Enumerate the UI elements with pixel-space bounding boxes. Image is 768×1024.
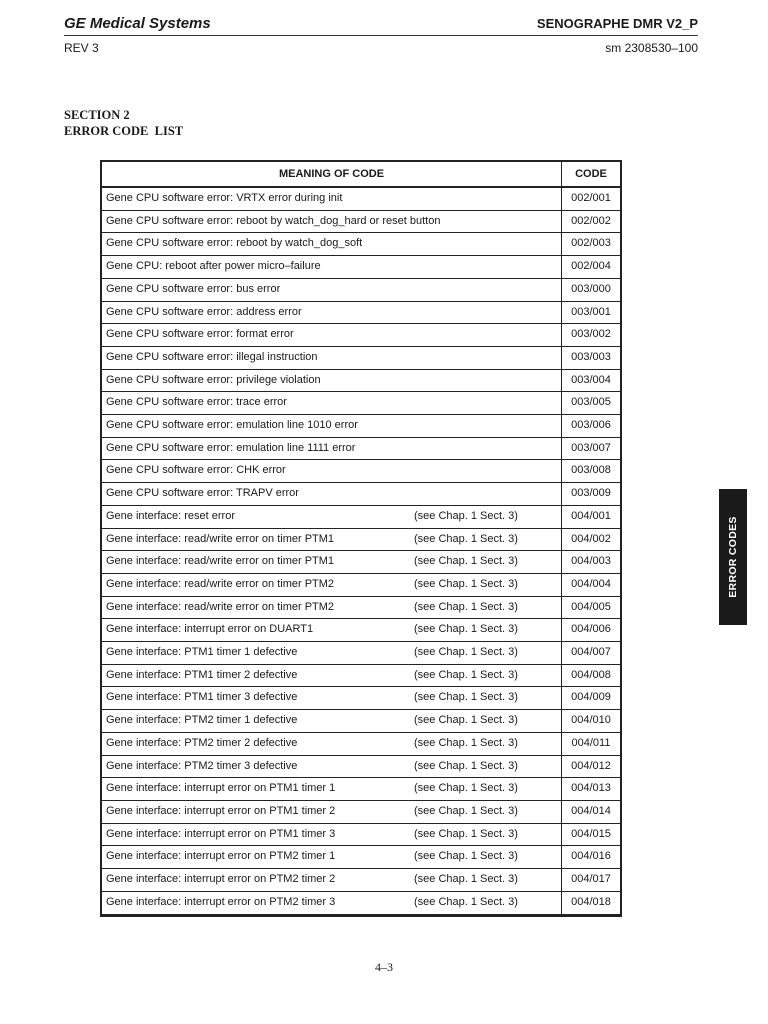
meaning-text: Gene CPU software error: VRTX error during init	[106, 192, 343, 204]
code-cell: 004/016	[562, 846, 621, 869]
meaning-cell	[102, 710, 562, 733]
code-cell: 004/010	[562, 710, 621, 733]
meaning-text: Gene interface: PTM2 timer 3 defective	[106, 759, 298, 772]
table-row	[102, 210, 620, 233]
meaning-text: Gene CPU software error: emulation line 1111 error	[106, 441, 356, 454]
meaning-text: Gene interface: interrupt error on DUART1	[106, 623, 314, 636]
table-row	[102, 278, 620, 301]
reference-text: (see Chap. 1 Sect. 3)	[414, 646, 518, 659]
meaning-cell	[102, 460, 562, 483]
code-cell: 003/007	[562, 437, 621, 460]
table-row	[102, 233, 620, 256]
table-row	[102, 891, 620, 914]
document-number: sm 2308530–100	[605, 41, 698, 55]
table-row	[102, 369, 620, 392]
code-cell: 004/004	[562, 573, 621, 596]
reference-text: (see Chap. 1 Sect. 3)	[414, 804, 518, 817]
meaning-text: Gene CPU software error: emulation line 1010 error	[106, 419, 358, 432]
code-cell: 002/001	[562, 187, 621, 210]
meaning-text: Gene interface: interrupt error on PTM1 timer 1	[106, 782, 336, 795]
meaning-text: Gene interface: interrupt error on PTM2 timer 2	[106, 873, 336, 886]
table-row	[102, 823, 620, 846]
table-row	[102, 778, 620, 801]
section-heading	[64, 107, 183, 139]
meaning-cell	[102, 256, 562, 279]
code-cell: 004/008	[562, 664, 621, 687]
code-cell: 003/003	[562, 346, 621, 369]
meaning-text: Gene CPU software error: reboot by watch_dog_hard or reset button	[106, 214, 441, 227]
meaning-text: Gene CPU software error: TRAPV error	[106, 487, 299, 500]
reference-text: (see Chap. 1 Sect. 3)	[414, 827, 518, 840]
meaning-cell	[102, 278, 562, 301]
meaning-cell	[102, 415, 562, 438]
code-cell: 003/005	[562, 392, 621, 415]
meaning-text: Gene interface: interrupt error on PTM2 timer 3	[106, 895, 336, 908]
error-code-table	[100, 160, 622, 917]
code-cell: 004/011	[562, 732, 621, 755]
table-row	[102, 551, 620, 574]
meaning-cell	[102, 846, 562, 869]
table-row	[102, 437, 620, 460]
table-row	[102, 687, 620, 710]
meaning-cell	[102, 392, 562, 415]
meaning-cell	[102, 505, 562, 528]
code-cell: 004/018	[562, 891, 621, 914]
reference-text: (see Chap. 1 Sect. 3)	[414, 623, 518, 636]
meaning-text: Gene CPU software error: bus error	[106, 282, 281, 295]
meaning-cell	[102, 800, 562, 823]
code-cell: 004/017	[562, 869, 621, 892]
meaning-cell	[102, 210, 562, 233]
page-number: 4–3	[375, 960, 393, 974]
table-row	[102, 505, 620, 528]
meaning-text: Gene interface: read/write error on timer PTM1	[106, 555, 335, 568]
code-cell: 002/002	[562, 210, 621, 233]
meaning-cell	[102, 778, 562, 801]
meaning-text: Gene CPU software error: CHK error	[106, 464, 286, 477]
reference-text: (see Chap. 1 Sect. 3)	[414, 895, 518, 908]
meaning-text: Gene interface: PTM1 timer 3 defective	[106, 691, 298, 704]
meaning-text: Gene interface: PTM1 timer 1 defective	[106, 646, 298, 659]
meaning-text: Gene interface: read/write error on timer PTM2	[106, 600, 335, 613]
reference-text: (see Chap. 1 Sect. 3)	[414, 532, 518, 545]
reference-text: (see Chap. 1 Sect. 3)	[414, 509, 518, 522]
table-row	[102, 346, 620, 369]
company-name: GE Medical Systems	[64, 15, 211, 32]
code-cell: 004/014	[562, 800, 621, 823]
reference-text: (see Chap. 1 Sect. 3)	[414, 555, 518, 568]
meaning-text: Gene interface: PTM2 timer 1 defective	[106, 714, 298, 727]
code-cell: 004/005	[562, 596, 621, 619]
error-codes-tab	[719, 489, 747, 625]
table-row	[102, 642, 620, 665]
meaning-cell	[102, 483, 562, 506]
table-row	[102, 732, 620, 755]
table-row	[102, 800, 620, 823]
meaning-cell	[102, 369, 562, 392]
table-row	[102, 460, 620, 483]
meaning-cell	[102, 551, 562, 574]
meaning-text: Gene interface: interrupt error on PTM2 timer 1	[106, 850, 336, 863]
code-cell: 004/003	[562, 551, 621, 574]
meaning-cell	[102, 642, 562, 665]
meaning-text: Gene CPU: reboot after power micro–failure	[106, 260, 321, 273]
code-cell: 002/003	[562, 233, 621, 256]
table-row	[102, 528, 620, 551]
code-cell: 003/000	[562, 278, 621, 301]
table-row	[102, 755, 620, 778]
meaning-text: Gene interface: read/write error on timer PTM2	[106, 577, 335, 590]
meaning-cell	[102, 437, 562, 460]
meaning-cell	[102, 755, 562, 778]
meaning-cell	[102, 346, 562, 369]
meaning-cell	[102, 324, 562, 347]
meaning-cell	[102, 891, 562, 914]
table-row	[102, 301, 620, 324]
meaning-cell	[102, 823, 562, 846]
meaning-text: Gene CPU software error: privilege violation	[106, 373, 321, 386]
reference-text: (see Chap. 1 Sect. 3)	[414, 850, 518, 863]
section-title: ERROR CODE LIST	[64, 124, 184, 138]
code-cell: 003/004	[562, 369, 621, 392]
meaning-text: Gene interface: interrupt error on PTM1 timer 2	[106, 804, 336, 817]
meaning-text: Gene interface: read/write error on timer PTM1	[106, 532, 335, 545]
meaning-cell	[102, 596, 562, 619]
side-tab-label: ERROR CODES	[727, 516, 739, 598]
meaning-text: Gene CPU software error: trace error	[106, 396, 287, 409]
meaning-text: Gene CPU software error: reboot by watch_dog_soft	[106, 237, 363, 250]
meaning-cell	[102, 619, 562, 642]
reference-text: (see Chap. 1 Sect. 3)	[414, 759, 518, 772]
table-row	[102, 846, 620, 869]
meaning-cell	[102, 687, 562, 710]
meaning-cell	[102, 528, 562, 551]
code-cell: 004/009	[562, 687, 621, 710]
table-row	[102, 869, 620, 892]
meaning-cell	[102, 732, 562, 755]
reference-text: (see Chap. 1 Sect. 3)	[414, 873, 518, 886]
table-row	[102, 415, 620, 438]
code-cell: 004/002	[562, 528, 621, 551]
table-row	[102, 392, 620, 415]
meaning-text: Gene interface: PTM2 timer 2 defective	[106, 736, 298, 749]
table-row	[102, 256, 620, 279]
reference-text: (see Chap. 1 Sect. 3)	[414, 736, 518, 749]
code-cell: 004/001	[562, 505, 621, 528]
product-name: SENOGRAPHE DMR V2_P	[536, 16, 698, 31]
reference-text: (see Chap. 1 Sect. 3)	[414, 577, 518, 590]
meaning-cell	[102, 233, 562, 256]
revision-label: REV 3	[64, 41, 99, 55]
meaning-cell	[102, 573, 562, 596]
table-row	[102, 187, 620, 210]
table-row	[102, 664, 620, 687]
table-header-row	[102, 162, 620, 187]
code-column-header: CODE	[562, 162, 621, 187]
code-cell: 002/004	[562, 256, 621, 279]
meaning-text: Gene interface: interrupt error on PTM1 timer 3	[106, 827, 336, 840]
table-row	[102, 483, 620, 506]
reference-text: (see Chap. 1 Sect. 3)	[414, 714, 518, 727]
meaning-column-header: MEANING OF CODE	[102, 162, 562, 187]
code-cell: 004/006	[562, 619, 621, 642]
reference-text: (see Chap. 1 Sect. 3)	[414, 782, 518, 795]
meaning-cell	[102, 869, 562, 892]
code-cell: 004/012	[562, 755, 621, 778]
meaning-cell	[102, 301, 562, 324]
table-row	[102, 573, 620, 596]
meaning-cell	[102, 187, 562, 210]
table-row	[102, 710, 620, 733]
code-cell: 004/013	[562, 778, 621, 801]
table-row	[102, 619, 620, 642]
code-cell: 004/007	[562, 642, 621, 665]
reference-text: (see Chap. 1 Sect. 3)	[414, 691, 518, 704]
meaning-text: Gene interface: reset error	[106, 509, 236, 522]
header-divider	[64, 35, 698, 36]
code-cell: 003/001	[562, 301, 621, 324]
code-cell: 003/002	[562, 324, 621, 347]
meaning-text: Gene interface: PTM1 timer 2 defective	[106, 668, 298, 681]
reference-text: (see Chap. 1 Sect. 3)	[414, 668, 518, 681]
meaning-text: Gene CPU software error: format error	[106, 328, 294, 341]
section-number: SECTION 2	[64, 108, 130, 122]
table-row	[102, 596, 620, 619]
table-row	[102, 324, 620, 347]
code-cell: 004/015	[562, 823, 621, 846]
meaning-text: Gene CPU software error: illegal instruction	[106, 350, 318, 363]
code-cell: 003/008	[562, 460, 621, 483]
code-cell: 003/009	[562, 483, 621, 506]
meaning-text: Gene CPU software error: address error	[106, 305, 302, 318]
code-cell: 003/006	[562, 415, 621, 438]
reference-text: (see Chap. 1 Sect. 3)	[414, 600, 518, 613]
meaning-cell	[102, 664, 562, 687]
